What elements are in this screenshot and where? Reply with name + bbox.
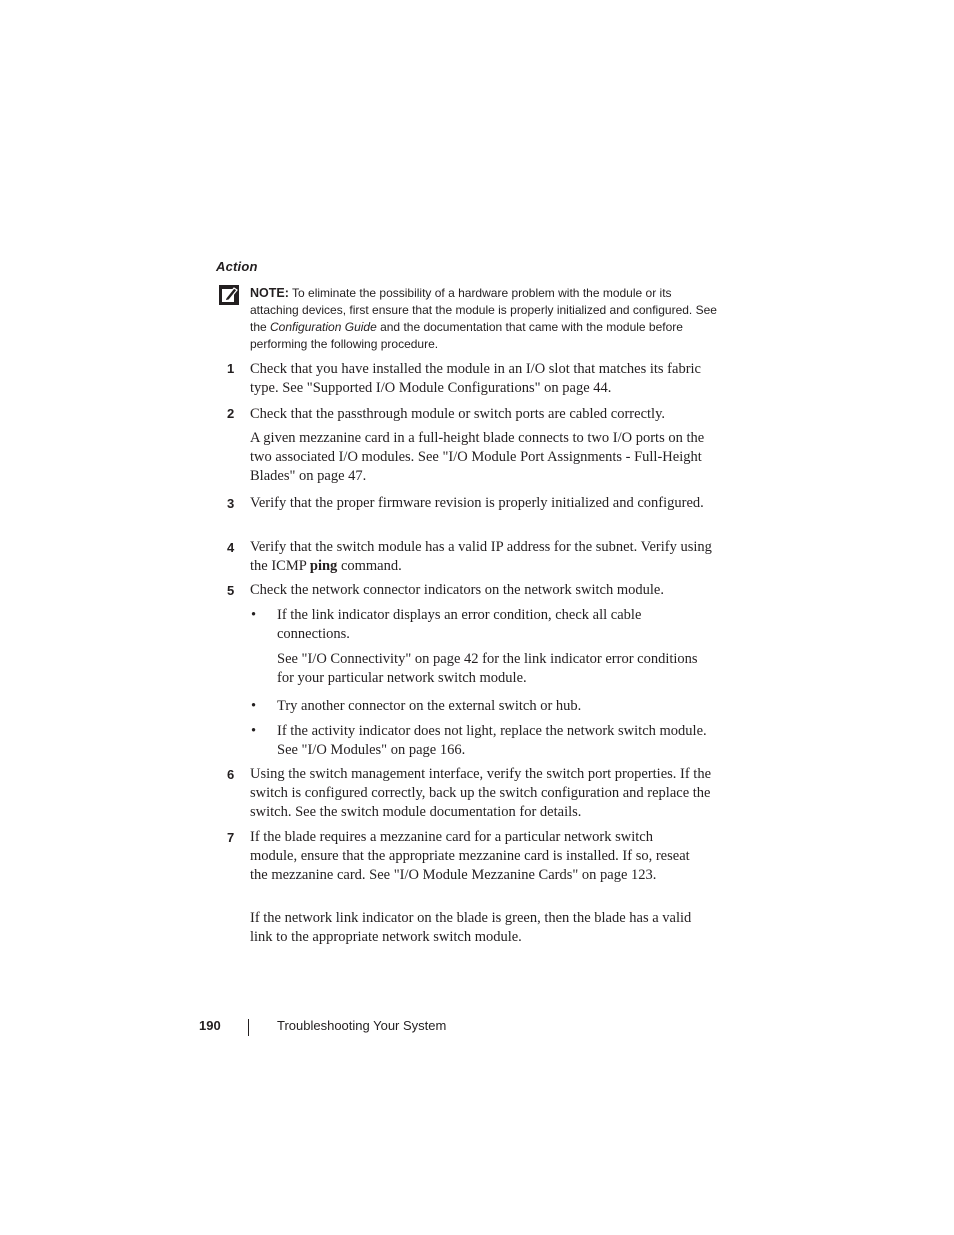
step-number: 2	[227, 406, 235, 421]
footer-divider	[248, 1019, 249, 1036]
bullet-symbol: •	[251, 698, 257, 714]
step-text: Check that the passthrough module or switch ports are cabled correctly.	[250, 406, 665, 422]
step-number: 1	[227, 361, 235, 376]
step-text: Check that you have installed the module in an I/O slot that matches its fabric type. See "Supported I/O Module Configurations" on page 44.	[250, 361, 701, 396]
note-text-after: and the documentation that came with the module before performing the following procedure.	[250, 320, 683, 351]
step-number: 6	[227, 767, 235, 782]
step-number: 5	[227, 583, 235, 598]
step-text	[250, 538, 716, 576]
step-number: 4	[227, 540, 235, 555]
note-label: NOTE:	[250, 286, 289, 300]
step-text: Check the network connector indicators on the network switch module.	[250, 582, 664, 598]
note-text-before: To eliminate the possibility of a hardware problem with the module or its attaching devices, first ensure that the module is properly initialized and configured. See the	[250, 286, 717, 334]
page-number: 190	[199, 1018, 221, 1033]
ping-command: ping	[309, 558, 338, 574]
step-number: 7	[227, 830, 235, 845]
step-text-after: command.	[337, 558, 402, 574]
step-text-before: Verify that the switch module has a valid IP address for the subnet. Verify using the ICMP	[250, 539, 712, 574]
bullet-symbol: •	[251, 607, 257, 623]
section-heading: Action	[216, 259, 258, 274]
step-subparagraph: If the network link indicator on the blade is green, then the blade has a valid link to the appropriate network switch module.	[250, 910, 692, 945]
note-guide-reference: Configuration Guide	[270, 320, 377, 334]
step-text: Using the switch management interface, verify the switch port properties. If the switch is configured correctly, back up the switch configuration and replace the switch. See the switch module documentation for details.	[250, 766, 712, 820]
note-block	[250, 285, 720, 353]
bullet-text: If the link indicator displays an error condition, check all cable connections.	[277, 607, 642, 642]
bullet-subparagraph: See "I/O Connectivity" on page 42 for the link indicator error conditions for your particular network switch module.	[277, 651, 698, 686]
step-subparagraph: A given mezzanine card in a full-height blade connects to two I/O ports on the two associated I/O modules. See "I/O Module Port Assignments - Full-Height Blades" on page 47.	[250, 430, 705, 484]
note-pencil-icon	[218, 284, 240, 306]
step-number: 3	[227, 496, 235, 511]
bullet-text: If the activity indicator does not light, replace the network switch module. See "I/O Modules" on page 166.	[277, 723, 707, 758]
step-text: Verify that the proper firmware revision is properly initialized and configured.	[250, 495, 704, 511]
step-text: If the blade requires a mezzanine card for a particular network switch module, ensure that the appropriate mezzanine card is installed. If so, reseat the mezzanine card. See "I/O Module Mezzanine Cards" on page 123.	[250, 829, 690, 883]
bullet-text: Try another connector on the external switch or hub.	[277, 698, 582, 714]
footer-section-title: Troubleshooting Your System	[277, 1018, 447, 1033]
bullet-symbol: •	[251, 723, 257, 739]
